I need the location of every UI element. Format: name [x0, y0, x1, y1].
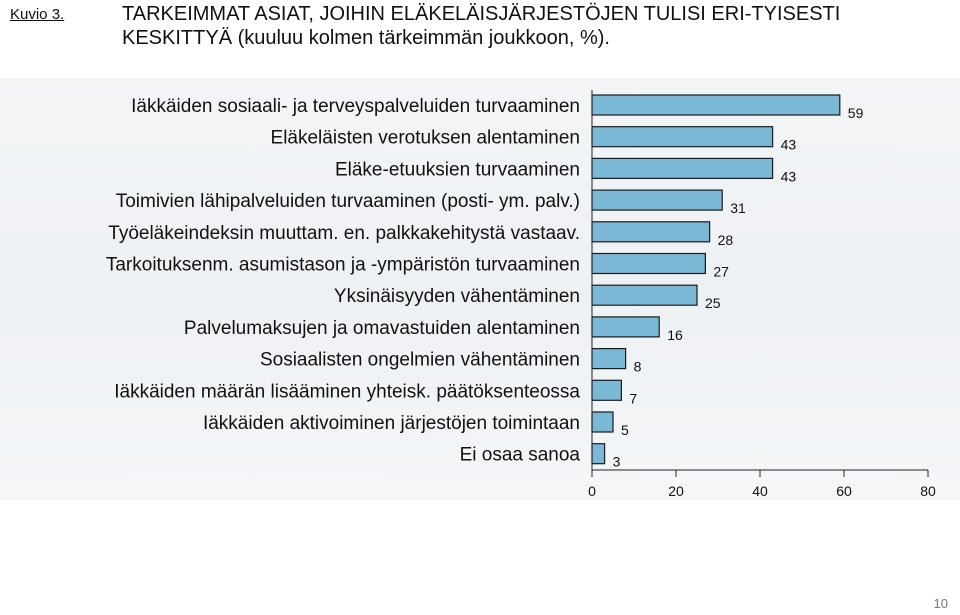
value-label: 16	[667, 326, 683, 343]
x-tick-label: 60	[836, 483, 852, 499]
bar	[592, 254, 705, 274]
bar	[592, 95, 840, 115]
category-label: Tarkoituksenm. asumistason ja -ympäristön turvaaminen	[105, 254, 580, 276]
category-label: Palvelumaksujen ja omavastuiden alentaminen	[183, 317, 580, 339]
bar	[592, 412, 613, 432]
bar	[592, 285, 697, 305]
bar	[592, 317, 659, 337]
x-tick-label: 40	[752, 483, 768, 499]
category-label: Sosiaalisten ongelmien vähentäminen	[259, 349, 580, 371]
bar	[592, 222, 710, 242]
figure-number: Kuvio 3.	[10, 6, 65, 23]
value-label: 3	[612, 453, 621, 470]
category-label: Eläke-etuuksien turvaaminen	[334, 159, 580, 181]
value-label: 28	[717, 231, 734, 248]
x-tick-label: 80	[920, 483, 936, 499]
x-tick-label: 20	[668, 483, 684, 499]
value-label: 31	[730, 200, 746, 217]
bar	[592, 349, 626, 369]
value-label: 5	[621, 422, 629, 438]
category-label: Ei osaa sanoa	[459, 444, 580, 466]
value-label: 7	[629, 390, 638, 407]
bar	[592, 127, 773, 147]
value-label: 27	[713, 263, 729, 280]
bar	[592, 444, 605, 464]
category-label: Toimivien lähipalveluiden turvaaminen (posti- ym. palv.)	[115, 191, 580, 213]
value-label: 25	[705, 295, 721, 312]
value-label: 43	[780, 168, 797, 185]
figure-title: TARKEIMMAT ASIAT, JOIHIN ELÄKELÄISJÄRJESTÖJEN TULISI ERI-TYISESTI KESKITTYÄ (kuuluu kolmen tärkeimmän joukkoon, %).	[122, 3, 841, 49]
category-label: Iäkkäiden määrän lisääminen yhteisk. päätöksenteossa	[114, 381, 580, 403]
value-label: 59	[847, 105, 864, 121]
category-label: Yksinäisyyden vähentäminen	[333, 286, 580, 308]
category-label: Työeläkeindeksin muuttam. en. palkkakehitystä vastaav.	[108, 222, 580, 244]
bar	[592, 380, 621, 400]
bar	[592, 158, 773, 178]
value-label: 43	[780, 136, 797, 153]
bar	[592, 190, 722, 210]
x-tick-label: 0	[588, 483, 596, 499]
category-label: Iäkkäiden aktivoiminen järjestöjen toimintaan	[202, 413, 580, 434]
page-number: 10	[933, 596, 948, 611]
value-label: 8	[633, 358, 642, 375]
category-label: Iäkkäiden sosiaali- ja terveyspalveluiden turvaaminen	[131, 96, 580, 117]
category-label: Eläkeläisten verotuksen alentaminen	[270, 127, 580, 149]
